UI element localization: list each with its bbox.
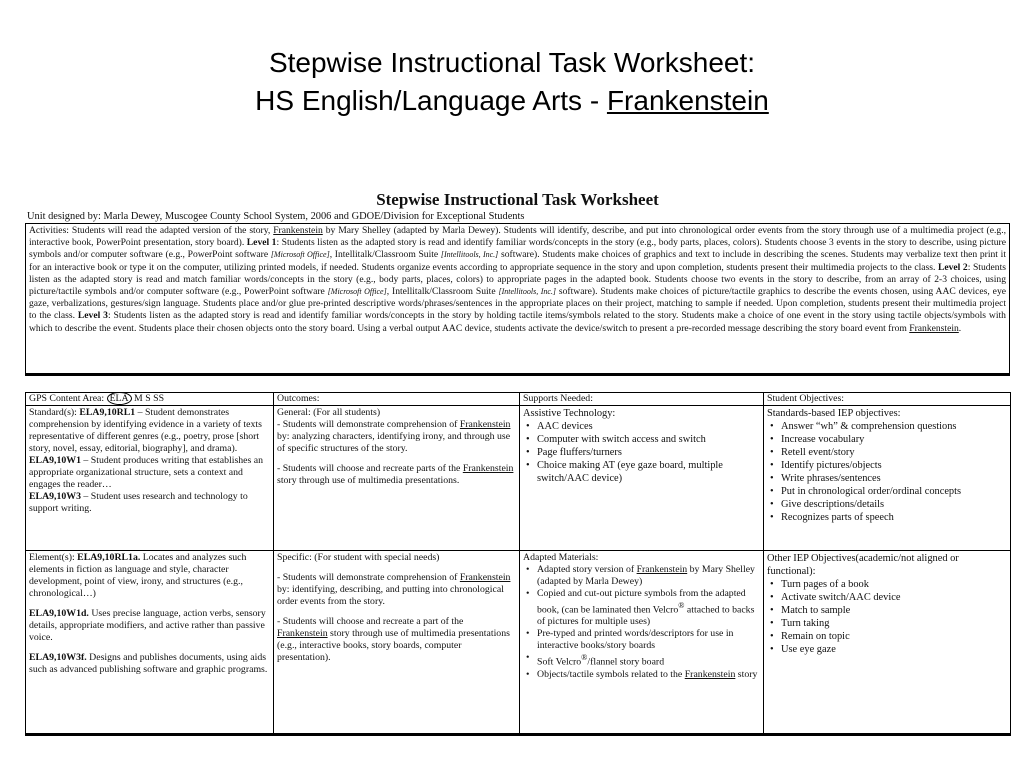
elements-lead: Element(s): <box>29 552 78 563</box>
list-item: • Turn taking <box>781 617 1007 630</box>
book-title: Frankenstein <box>636 564 688 575</box>
element-w1d <box>29 608 270 644</box>
general-outcome-2 <box>277 463 516 487</box>
level-1-label: Level 1 <box>246 237 277 249</box>
list-item: • Give descriptions/details <box>781 498 1007 511</box>
slide-title-line-2 <box>0 82 1024 120</box>
worksheet-document <box>25 190 1010 736</box>
standard-w3 <box>29 491 270 515</box>
grid-header-row <box>26 393 1011 406</box>
activities-text: Activities: Students will read the adapted version of the story, <box>29 225 274 236</box>
activities-text: software). Students make choices of picture/tactile graphics to describe the events chosen, using AAC devices, eye gaze, verbalizations, gestures/sign language. Students place and/or glue pre-printed descriptive words/phrases/sentences in the appropriate places on their project, matching to sample if needed. Upon completion, students present their multimedia project to the class. <box>29 286 1006 322</box>
list-item: • Choice making AT (eye gaze board, multiple switch/AAC device) <box>537 459 760 485</box>
material-text: Copied and cut-out picture symbols from the adapted book, (can be laminated then Velcro <box>537 588 746 616</box>
book-title: Frankenstein <box>459 572 511 583</box>
vendor-note: [Intellitools, Inc.] <box>498 287 557 297</box>
gps-other-areas: M S SS <box>131 393 165 404</box>
material-text: Adapted story version of <box>537 564 637 575</box>
standard-text: – Student uses research and technology to support writing. <box>29 491 248 514</box>
standard-w1 <box>29 455 270 491</box>
level-2-label: Level 2 <box>937 261 968 273</box>
gps-ela-circled: ELA <box>107 393 132 406</box>
material-text: Soft Velcro <box>537 656 582 668</box>
list-item <box>537 669 760 681</box>
specific-outcomes-cell <box>274 551 520 735</box>
outcome-text: - Students will choose and recreate a part of the <box>277 616 464 627</box>
other-iep-objectives-list <box>767 578 1007 656</box>
registered-mark: ® <box>678 601 685 610</box>
material-text: Objects/tactile symbols related to the <box>537 668 685 680</box>
worksheet-grid <box>25 392 1011 736</box>
activities-text: : Students listen as the adapted story is read and identify familiar words/concepts in the story by holding tactile items/symbols related to the story. Students make a choice of one event in the story using tactile objects/symbols with which to describe the event. Students place their chosen objects onto the story board. Using a verbal output AAC device, students activate the device/switch to present a pre-recorded message describing the story board event from <box>29 310 1006 334</box>
slide-title-book: Frankenstein <box>606 85 769 116</box>
level-3-label: Level 3 <box>77 310 108 322</box>
adapted-materials-list <box>523 564 760 681</box>
list-item: • Computer with switch access and switch <box>537 433 760 446</box>
standard-code: ELA9,10RL1 <box>79 407 136 418</box>
outcomes-header: Outcomes: <box>274 393 520 406</box>
element-text: Designs and publishes documents, using aids such as advanced publishing software and graphic programs. <box>29 652 268 675</box>
supports-header: Supports Needed: <box>520 393 764 406</box>
list-item: • Page fluffers/turners <box>537 446 760 459</box>
activities-text: , Intellitalk/Classroom Suite <box>329 249 441 261</box>
grid-row-general <box>26 406 1011 551</box>
list-item: • Remain on topic <box>781 630 1007 643</box>
objectives-header: Student Objectives: <box>764 393 1011 406</box>
adapted-materials-heading: Adapted Materials: <box>523 552 599 563</box>
list-item <box>537 652 760 668</box>
book-title: Frankenstein <box>277 628 328 639</box>
assistive-technology-heading: Assistive Technology: <box>523 408 616 419</box>
outcome-text: - Students will demonstrate comprehension of <box>277 419 460 430</box>
specific-outcome-2 <box>277 616 516 664</box>
general-outcomes-heading: General: (For all students) <box>277 407 381 418</box>
outcome-text: by: analyzing characters, identifying irony, and through use of specific structures of the story. <box>277 431 511 454</box>
activities-text: , Intellitalk/Classroom Suite <box>386 286 499 298</box>
gps-label: GPS Content Area: <box>29 393 107 404</box>
material-text: by Mary Shelley (adapted by Marla Dewey) <box>537 564 755 587</box>
outcome-text: by: identifying, describing, and putting into chronological order events from the story. <box>277 584 504 607</box>
element-code: ELA9,10W1d. <box>29 608 89 619</box>
other-iep-objectives-heading: Other IEP Objectives(academic/not aligned or functional): <box>767 553 959 577</box>
standard-text: – Student demonstrates comprehension by identifying evidence in a variety of texts representative of different genres (e.g., poetry, prose [short story, novel, essay, editorial, biography], and drama). <box>29 407 262 454</box>
vendor-note: [Microsoft Office] <box>270 250 330 260</box>
material-text: story <box>735 668 758 680</box>
iep-objectives-list <box>767 420 1007 524</box>
standard-code: ELA9,10W3 <box>29 491 81 502</box>
list-item: • Identify pictures/objects <box>781 459 1007 472</box>
slide-title-line-1: Stepwise Instructional Task Worksheet: <box>268 47 756 78</box>
vendor-note: [Intellitools, Inc.] <box>440 250 499 260</box>
list-item: • Recognizes parts of speech <box>781 511 1007 524</box>
vendor-note: [Microsoft Office] <box>327 287 387 297</box>
element-text: Uses precise language, action verbs, sensory details, appropriate modifiers, and active rather than passive voice. <box>29 608 266 643</box>
book-title: Frankenstein <box>909 322 959 334</box>
activities-text: by Mary Shelley (adapted by Marla Dewey). Students will identify, describe, and put into chronological order events from the story through use of a multimedia project (e.g., interactive book, PowerPoint presentation, story board). <box>29 225 1006 249</box>
list-item: • Answer “wh” & comprehension questions <box>781 420 1007 433</box>
list-item <box>537 564 760 588</box>
general-outcome-1 <box>277 419 516 455</box>
list-item: • Put in chronological order/ordinal concepts <box>781 485 1007 498</box>
element-rl1a <box>29 552 270 600</box>
activities-box <box>25 223 1010 376</box>
activities-text: : Students listen as the adapted story is read and match familiar words/concepts in the story (e.g., body parts, places, colors) to appropriate pages in the adapted book. Students choose two events in the story to describe, from an array of 2-3 choices, using picture/tactile symbols and/or computer software (e.g., PowerPoint software <box>29 261 1007 298</box>
adapted-materials-cell <box>520 551 764 735</box>
standard-rl1 <box>29 407 270 455</box>
list-item: • Turn pages of a book <box>781 578 1007 591</box>
element-text: Locates and analyzes such elements in fiction as language and style, character development, point of view, irony, and structures (e.g., chronological…) <box>29 552 247 599</box>
material-text: attached to backs of pictures for multiple uses) <box>537 604 755 628</box>
book-title: Frankenstein <box>459 419 511 430</box>
activities-text: . <box>958 322 962 334</box>
general-outcomes-cell <box>274 406 520 551</box>
worksheet-heading: Stepwise Instructional Task Worksheet <box>376 190 659 209</box>
standard-text: – Student produces writing that establishes an appropriate organizational structure, sets a context and engages the reader… <box>29 455 264 490</box>
book-title: Frankenstein <box>273 225 323 236</box>
gps-content-area-header <box>26 393 274 406</box>
specific-outcome-1 <box>277 572 516 608</box>
assistive-technology-cell <box>520 406 764 551</box>
other-iep-objectives-cell <box>764 551 1011 735</box>
activities-text: : Students listen as the adapted story is read and identify familiar words/concepts in the story (e.g., body parts, places, colors). Students choose 3 events in the story to describe, using picture symbols and/or computer software (e.g., PowerPoint software <box>29 237 1007 261</box>
registered-mark: ® <box>581 653 588 663</box>
list-item: • AAC devices <box>537 420 760 433</box>
elements-cell <box>26 551 274 735</box>
element-code: ELA9,10RL1a. <box>77 552 141 563</box>
outcome-text: - Students will choose and recreate parts of the <box>277 463 463 474</box>
element-code: ELA9,10W3f. <box>29 652 87 663</box>
book-title: Frankenstein <box>684 668 736 680</box>
iep-objectives-cell <box>764 406 1011 551</box>
list-item: • Retell event/story <box>781 446 1007 459</box>
specific-outcomes-heading: Specific: (For student with special needs) <box>277 552 440 563</box>
slide-title-prefix: HS English/Language Arts - <box>255 85 607 116</box>
list-item: • Match to sample <box>781 604 1007 617</box>
element-w3f <box>29 652 270 676</box>
assistive-technology-list <box>523 420 760 485</box>
standard-code: ELA9,10W1 <box>29 455 81 466</box>
list-item: • Pre-typed and printed words/descriptors for use in interactive books/story boards <box>537 628 760 652</box>
grid-row-specific <box>26 551 1011 735</box>
iep-objectives-heading: Standards-based IEP objectives: <box>767 408 901 419</box>
unit-designer: Unit designed by: Marla Dewey, Muscogee County School System, 2006 and GDOE/Division for Exceptional Students <box>27 211 525 222</box>
slide-title <box>0 44 1024 120</box>
outcome-text: - Students will demonstrate comprehension of <box>277 572 460 583</box>
list-item: • Activate switch/AAC device <box>781 591 1007 604</box>
standards-cell <box>26 406 274 551</box>
outcome-text: story through use of multimedia presentations. <box>277 475 460 486</box>
list-item: • Write phrases/sentences <box>781 472 1007 485</box>
material-text: /flannel story board <box>587 656 665 668</box>
outcome-text: story through use of multimedia presentations (e.g., interactive books, story boards, computer presentation). <box>277 628 510 663</box>
list-item: • Use eye gaze <box>781 643 1007 656</box>
list-item: • Increase vocabulary <box>781 433 1007 446</box>
list-item <box>537 588 760 628</box>
book-title: Frankenstein <box>462 463 514 474</box>
standards-lead: Standard(s): <box>29 407 80 418</box>
activities-text: software). Students make choices of graphics and text to include in describing the scenes. Students may verbalize text then print it for an interactive book or type it on the computer, utilizing printed models, if needed. Students organize events according to appropriate sequence in the story and upon completion, students present their multimedia projects to the class. <box>29 249 1006 273</box>
